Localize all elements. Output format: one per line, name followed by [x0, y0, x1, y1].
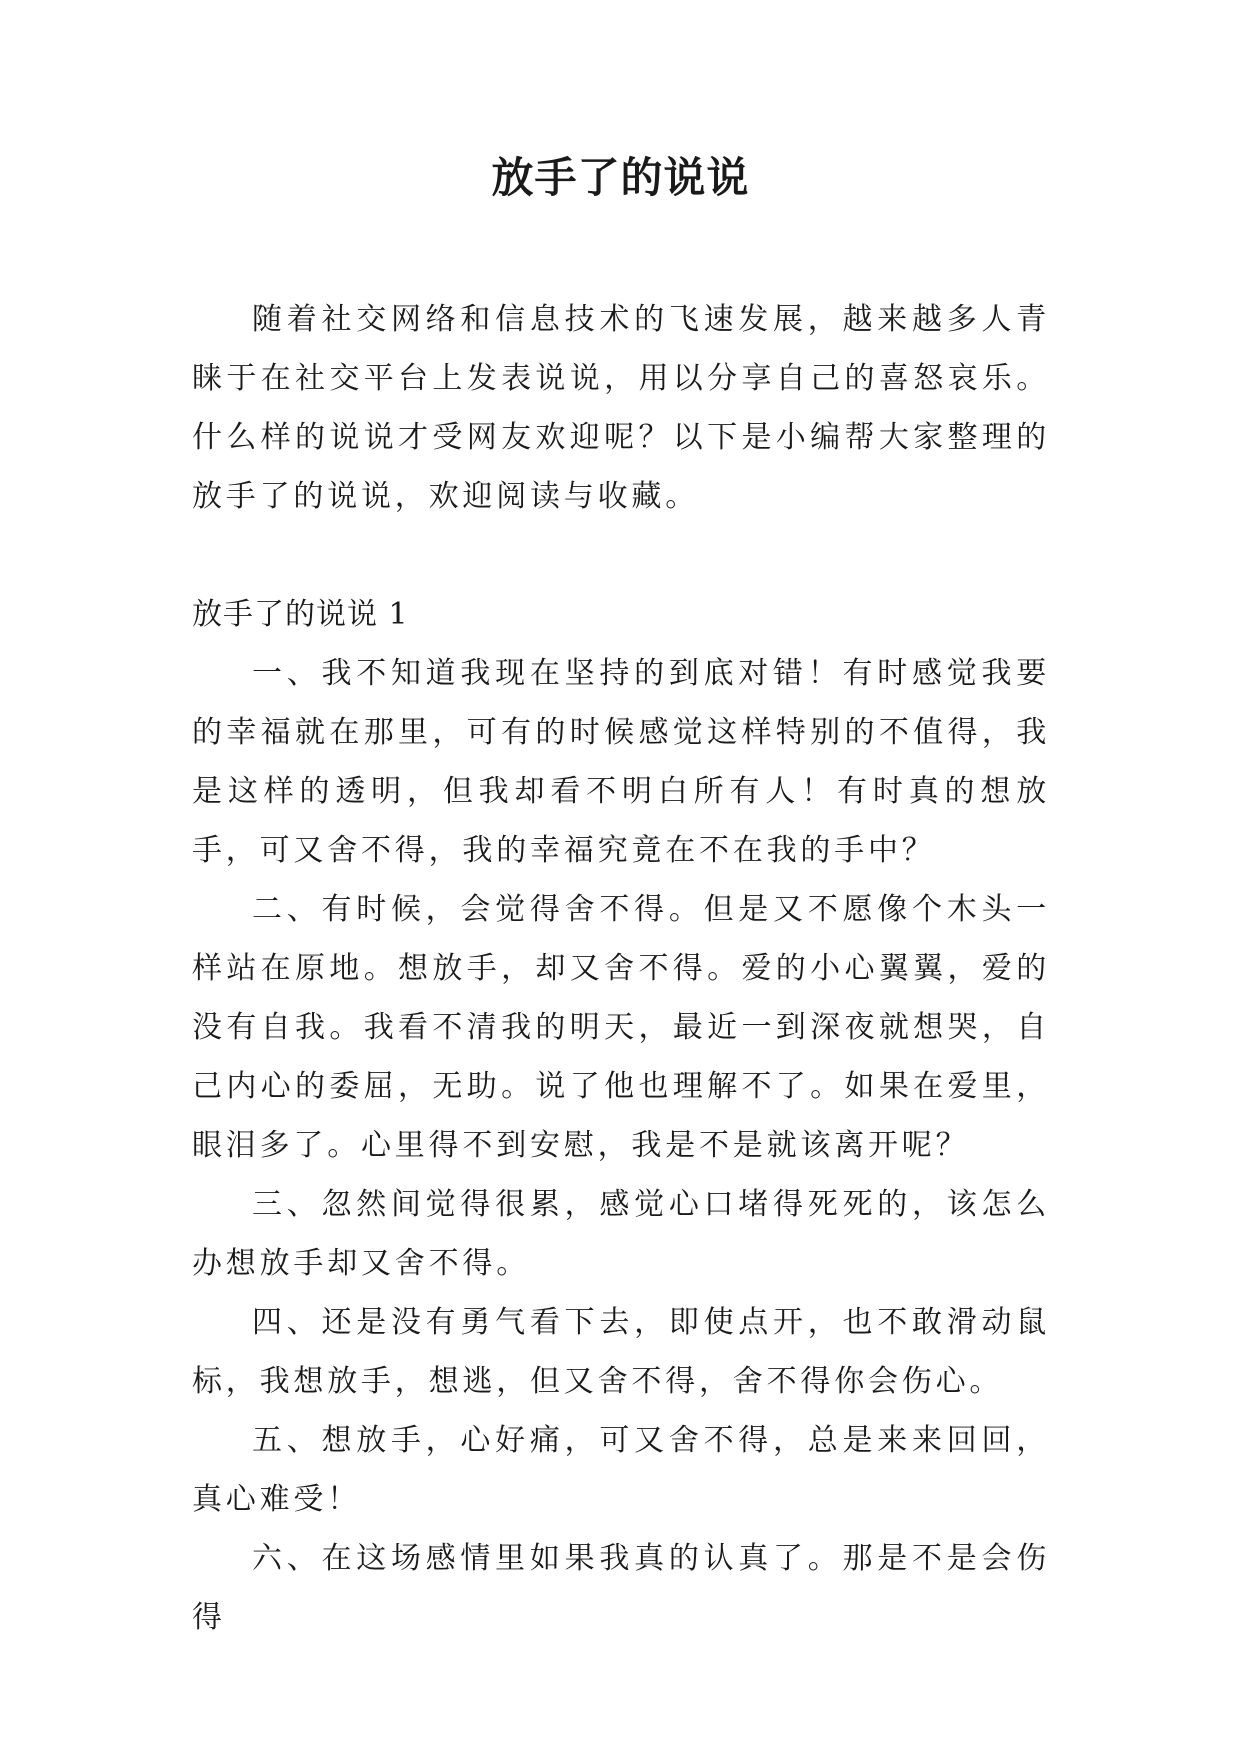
intro-paragraph: 随着社交网络和信息技术的飞速发展，越来越多人青睐于在社交平台上发表说说，用以分享自己的喜怒哀乐。什么样的说说才受网友欢迎呢？以下是小编帮大家整理的放手了的说说，欢迎阅读与收藏。 — [192, 302, 1050, 514]
section-heading: 放手了的说说 1 — [192, 597, 409, 632]
body-paragraph: 六、在这场感情里如果我真的认真了。那是不是会伤得 — [192, 1541, 1050, 1635]
body-paragraph: 二、有时候，会觉得舍不得。但是又不愿像个木头一样站在原地。想放手，却又舍不得。爱的小心翼翼，爱的没有自我。我看不清我的明天，最近一到深夜就想哭，自己内心的委屈，无助。说了他也理解不了。如果在爱里，眼泪多了。心里得不到安慰，我是不是就该离开呢？ — [192, 892, 1050, 1163]
body-paragraph: 三、忽然间觉得很累，感觉心口堵得死死的，该怎么办想放手却又舍不得。 — [192, 1187, 1050, 1281]
body-paragraph: 五、想放手，心好痛，可又舍不得，总是来来回回，真心难受！ — [192, 1423, 1050, 1517]
body-paragraph: 四、还是没有勇气看下去，即使点开，也不敢滑动鼠标，我想放手，想逃，但又舍不得，舍不得你会伤心。 — [192, 1305, 1050, 1399]
document-title: 放手了的说说 — [491, 153, 750, 202]
body-paragraph: 一、我不知道我现在坚持的到底对错！有时感觉我要的幸福就在那里，可有的时候感觉这样特别的不值得，我是这样的透明，但我却看不明白所有人！有时真的想放手，可又舍不得，我的幸福究竟在不在我的手中？ — [192, 656, 1050, 868]
document-body — [192, 290, 1050, 1647]
